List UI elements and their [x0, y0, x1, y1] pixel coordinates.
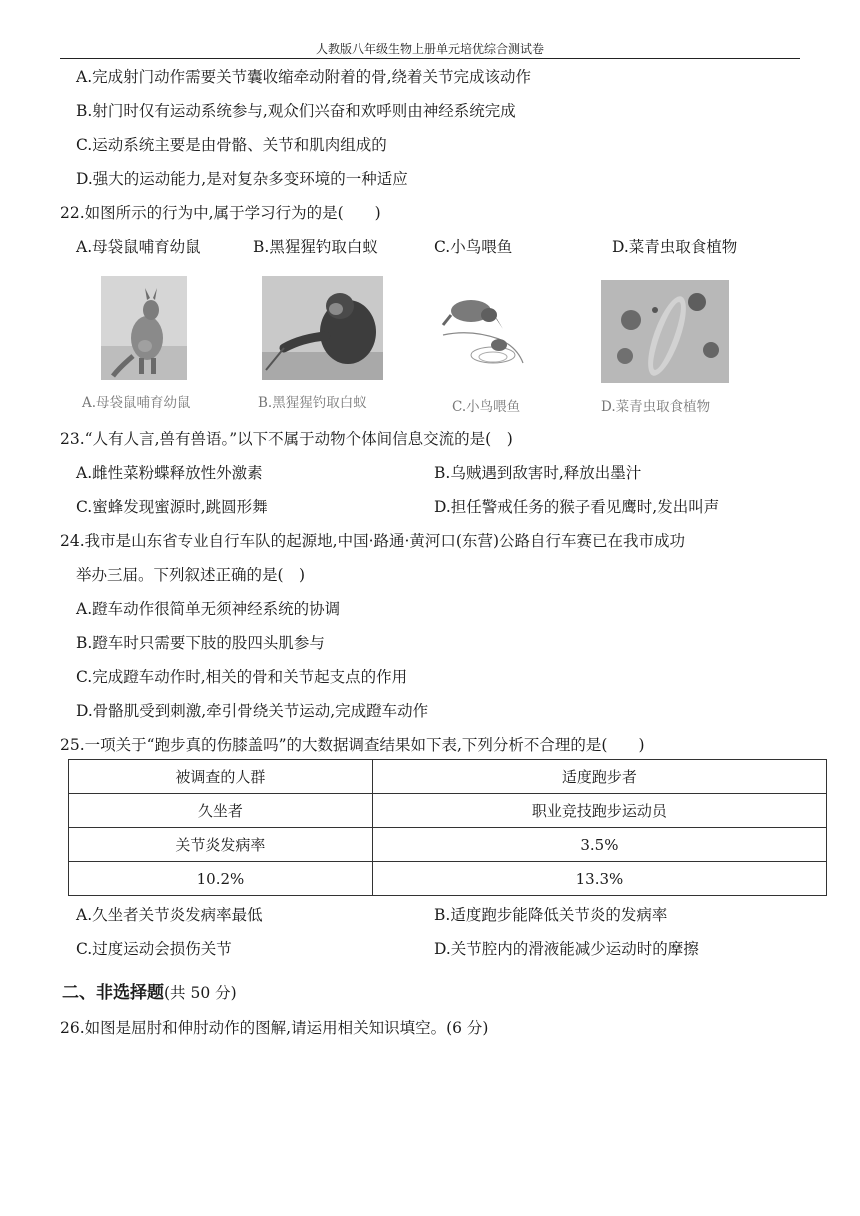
q25-option-a: A.久坐者关节炎发病率最低 — [76, 906, 263, 924]
q21-option-c: C.运动系统主要是由骨骼、关节和肌肉组成的 — [76, 136, 387, 154]
figure-caption-b: B.黑猩猩钓取白蚁 — [258, 395, 367, 411]
page-header: 人教版八年级生物上册单元培优综合测试卷 — [315, 42, 544, 56]
q23-option-d: D.担任警戒任务的猴子看见鹰时,发出叫声 — [434, 498, 720, 516]
section-points: (共 50 分) — [164, 984, 237, 1002]
q22-option-a: A.母袋鼠哺育幼鼠 — [76, 238, 201, 256]
q25-option-c: C.过度运动会损伤关节 — [76, 940, 232, 958]
table-cell: 10.2% — [69, 862, 373, 896]
q23-option-b: B.乌贼遇到敌害时,释放出墨汁 — [434, 464, 642, 482]
table-row — [69, 760, 827, 794]
q25-stem: 25.一项关于“跑步真的伤膝盖吗”的大数据调查结果如下表,下列分析不合理的是( ) — [60, 736, 645, 754]
table-cell: 被调查的人群 — [69, 760, 373, 794]
header-divider — [60, 58, 800, 59]
table-row — [69, 862, 827, 896]
q24-option-a: A.蹬车动作很简单无须神经系统的协调 — [76, 600, 341, 618]
figure-caption-c: C.小鸟喂鱼 — [452, 399, 521, 415]
q23-option-c: C.蜜蜂发现蜜源时,跳圆形舞 — [76, 498, 268, 516]
q21-option-b: B.射门时仅有运动系统参与,观众们兴奋和欢呼则由神经系统完成 — [76, 102, 516, 120]
q23-stem: 23.“人有人言,兽有兽语。”以下不属于动物个体间信息交流的是( ) — [60, 430, 513, 448]
q24-option-d: D.骨骼肌受到刺激,牵引骨绕关节运动,完成蹬车动作 — [76, 702, 429, 720]
q22-option-b: B.黑猩猩钓取白蚁 — [253, 238, 378, 256]
table-cell: 适度跑步者 — [372, 760, 826, 794]
q24-stem-line-2: 举办三届。下列叙述正确的是( ) — [76, 566, 306, 584]
section-heading — [62, 978, 237, 1003]
kangaroo-photo — [101, 276, 187, 380]
q21-option-a: A.完成射门动作需要关节囊收缩牵动附着的骨,绕着关节完成该动作 — [76, 68, 532, 86]
table-row — [69, 794, 827, 828]
table-cell: 13.3% — [372, 862, 826, 896]
survey-table — [68, 759, 827, 896]
chimpanzee-photo — [262, 276, 383, 380]
table-cell: 关节炎发病率 — [69, 828, 373, 862]
q21-option-d: D.强大的运动能力,是对复杂多变环境的一种适应 — [76, 170, 408, 188]
section-title-text: 二、非选择题 — [62, 983, 164, 1003]
figure-caption-a: A.母袋鼠哺育幼鼠 — [82, 395, 191, 411]
table-cell: 职业竞技跑步运动员 — [372, 794, 826, 828]
table-cell: 3.5% — [372, 828, 826, 862]
q22-option-c: C.小鸟喂鱼 — [434, 238, 513, 256]
q22-stem: 22.如图所示的行为中,属于学习行为的是( ) — [60, 204, 381, 222]
q24-stem-line-1: 24.我市是山东省专业自行车队的起源地,中国·路通·黄河口(东营)公路自行车赛已在我市成功 — [60, 532, 686, 550]
q23-option-a: A.雌性菜粉蝶释放性外激素 — [76, 464, 263, 482]
q26-stem: 26.如图是屈肘和伸肘动作的图解,请运用相关知识填空。(6 分) — [60, 1019, 489, 1037]
table-row — [69, 828, 827, 862]
bird-feeding-fish-drawing — [441, 289, 525, 367]
q22-option-d: D.菜青虫取食植物 — [612, 238, 738, 256]
cabbage-worm-photo — [601, 280, 729, 383]
figure-caption-d: D.菜青虫取食植物 — [601, 399, 711, 415]
q24-option-c: C.完成蹬车动作时,相关的骨和关节起支点的作用 — [76, 668, 408, 686]
q24-option-b: B.蹬车时只需要下肢的股四头肌参与 — [76, 634, 325, 652]
table-cell: 久坐者 — [69, 794, 373, 828]
q25-option-b: B.适度跑步能降低关节炎的发病率 — [434, 906, 668, 924]
q25-option-d: D.关节腔内的滑液能减少运动时的摩擦 — [434, 940, 699, 958]
